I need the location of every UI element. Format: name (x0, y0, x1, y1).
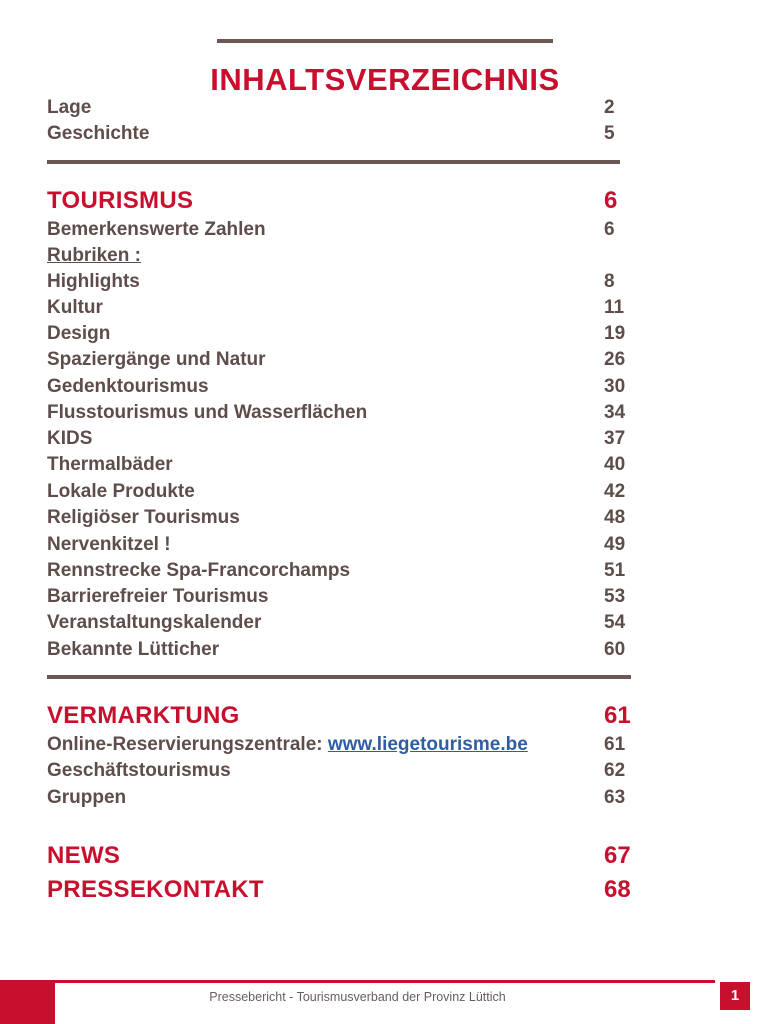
subsection-label-rubriken: Rubriken : (47, 245, 141, 266)
toc-entry[interactable]: Geschäftstourismus (47, 760, 231, 781)
toc-page: 40 (604, 454, 626, 475)
toc-page: 61 (604, 734, 626, 755)
footer-text: Pressebericht - Tourismusverband der Provinz Lüttich (209, 990, 506, 1004)
toc-page: 51 (604, 560, 626, 581)
footer-accent-block (0, 980, 55, 1024)
toc-page: 48 (604, 507, 626, 528)
toc-entry[interactable]: Highlights (47, 271, 140, 292)
toc-page: 54 (604, 612, 626, 633)
toc-entry[interactable]: Flusstourismus und Wasserflächen (47, 402, 368, 423)
section-page-pressekontakt: 68 (604, 876, 631, 903)
toc-entry-online-reservation[interactable] (47, 734, 528, 756)
toc-entry[interactable]: Gruppen (47, 787, 127, 808)
toc-page: 19 (604, 323, 626, 344)
website-link[interactable]: www.liegetourisme.be (327, 734, 528, 755)
toc-entry[interactable]: Barrierefreier Tourismus (47, 586, 269, 607)
footer-rule (55, 980, 715, 983)
section-divider (47, 160, 620, 164)
section-page-news: 67 (604, 842, 631, 869)
section-page-vermarktung: 61 (604, 702, 631, 729)
toc-entry[interactable]: Thermalbäder (47, 454, 173, 475)
toc-page: 34 (604, 402, 626, 423)
toc-page-geschichte: 5 (604, 123, 615, 144)
toc-page-lage: 2 (604, 97, 615, 118)
toc-entry[interactable]: Gedenktourismus (47, 376, 209, 397)
toc-entry-lage[interactable]: Lage (47, 97, 92, 118)
toc-page: 8 (604, 271, 615, 292)
toc-entry[interactable]: Bekannte Lütticher (47, 639, 220, 660)
top-rule (217, 39, 553, 43)
toc-page: 53 (604, 586, 626, 607)
section-page-tourismus: 6 (604, 187, 618, 214)
toc-entry[interactable]: Rennstrecke Spa-Francorchamps (47, 560, 351, 581)
toc-page: 11 (604, 297, 625, 318)
toc-page: 60 (604, 639, 626, 660)
toc-page: 26 (604, 349, 626, 370)
section-heading-news[interactable]: NEWS (47, 842, 121, 869)
toc-page: 37 (604, 428, 626, 449)
section-heading-tourismus[interactable]: TOURISMUS (47, 187, 194, 214)
footer-page-number: 1 (720, 982, 750, 1010)
toc-page: 6 (604, 219, 615, 240)
section-heading-pressekontakt[interactable]: PRESSEKONTAKT (47, 876, 264, 903)
toc-entry[interactable]: Lokale Produkte (47, 481, 195, 502)
toc-entry[interactable]: Nervenkitzel ! (47, 534, 171, 555)
toc-page: 62 (604, 760, 626, 781)
page-title: INHALTSVERZEICHNIS (210, 62, 560, 97)
toc-entry[interactable]: Spaziergänge und Natur (47, 349, 266, 370)
toc-page: 63 (604, 787, 626, 808)
section-heading-vermarktung[interactable]: VERMARKTUNG (47, 702, 240, 729)
toc-page: 42 (604, 481, 626, 502)
section-divider (47, 675, 631, 679)
toc-entry[interactable]: Design (47, 323, 111, 344)
toc-entry[interactable]: KIDS (47, 428, 93, 449)
toc-entry[interactable]: Religiöser Tourismus (47, 507, 240, 528)
toc-entry[interactable]: Bemerkenswerte Zahlen (47, 219, 266, 240)
toc-page: 49 (604, 534, 626, 555)
toc-entry-geschichte[interactable]: Geschichte (47, 123, 150, 144)
toc-entry[interactable]: Veranstaltungskalender (47, 612, 262, 633)
online-reservation-label: Online-Reservierungszentrale: (47, 734, 328, 755)
toc-page: 30 (604, 376, 626, 397)
toc-entry[interactable]: Kultur (47, 297, 103, 318)
